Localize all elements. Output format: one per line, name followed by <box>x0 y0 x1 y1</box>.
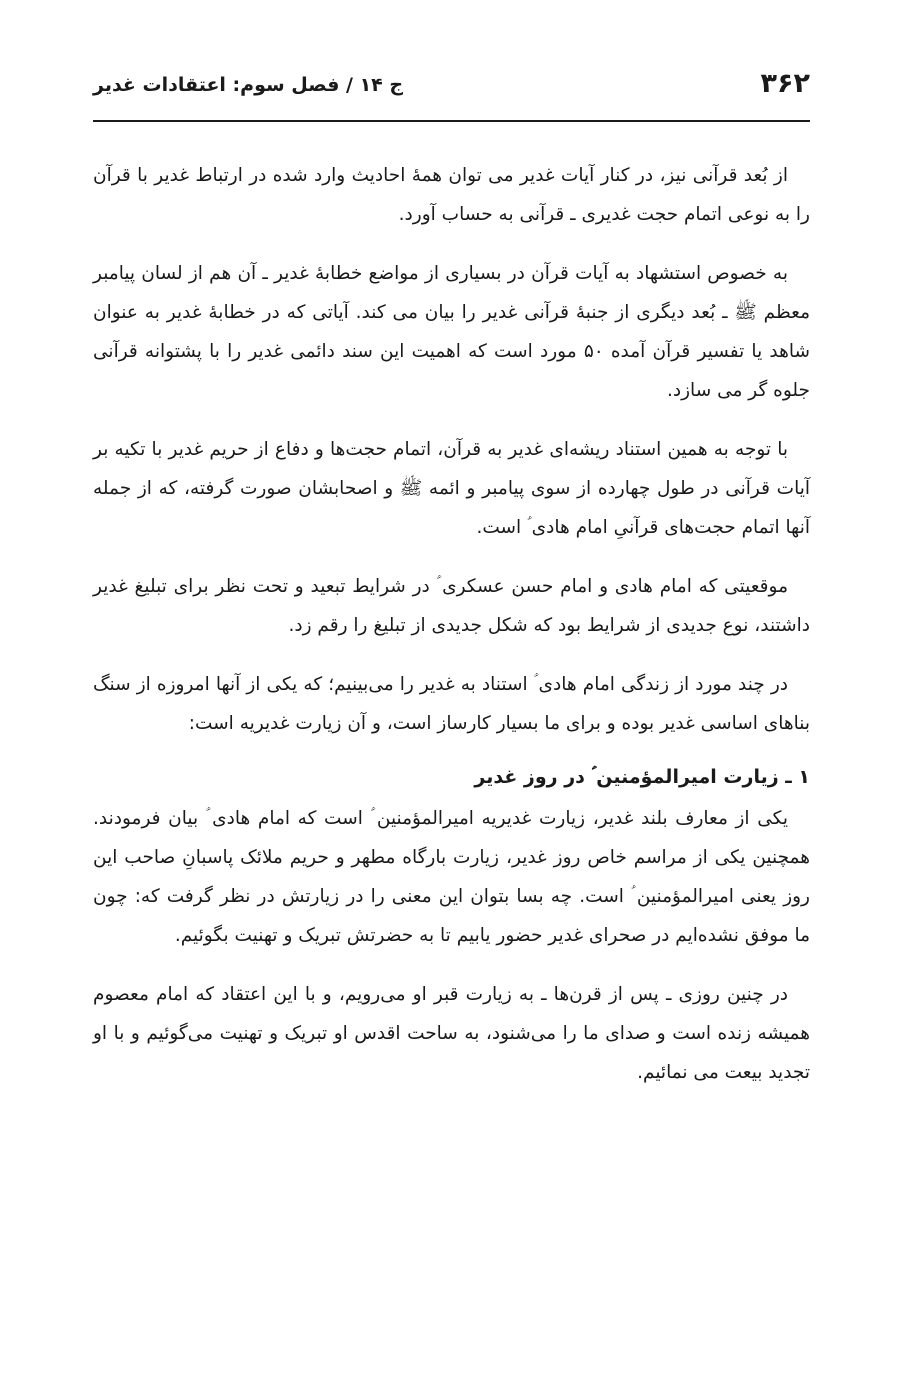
page-number: ۳۶۲ <box>760 68 810 99</box>
paragraph: در چند مورد از زندگی امام هادی ؑ استناد به غدیر را می‌بینیم؛ که یکی از آنها امروزه از سنگ بناهای اساسی غدیر بوده و برای ما بسیار کارساز است، و آن زیارت غدیریه است: <box>93 674 810 734</box>
paragraph: موقعیتی که امام هادی و امام حسن عسکری ؑ در شرایط تبعید و تحت نظر برای تبلیغ غدیر داشتند، نوع جدیدی از شرایط بود که شکل جدیدی از تبلیغ را رقم زد. <box>93 576 810 636</box>
paragraph: از بُعد قرآنی نیز، در کنار آیات غدیر می توان همهٔ احادیث وارد شده در ارتباط غدیر با قرآن را به نوعی اتمام حجت غدیری ـ قرآنی به حساب آورد. <box>93 165 810 225</box>
body-text <box>93 156 810 1092</box>
paragraph: در چنین روزی ـ پس از قرن‌ها ـ به زیارت قبر او می‌رویم، و با این اعتقاد که امام معصوم همیشه زنده است و صدای ما را می‌شنود، به ساحت اقدس او تبریک و تهنیت می‌گوئیم و با او تجدید بیعت می نمائیم. <box>93 984 810 1083</box>
paragraph: یکی از معارف بلند غدیر، زیارت غدیریه امیرالمؤمنین ؑ است که امام هادی ؑ بیان فرمودند. همچنین یکی از مراسم خاص روز غدیر، زیارت بارگاه مطهر و حریم ملائک پاسبانِ صاحب این روز یعنی امیرالمؤمنین ؑ است. چه بسا بتوان این معنی را در زیارتش در نظر گرفت که: چون ما موفق نشده‌ایم در صحرای غدیر حضور یابیم تا به حضرتش تبریک و تهنیت بگوئیم. <box>93 808 810 946</box>
section-heading: ۱ ـ زیارت امیرالمؤمنین ؑ در روز غدیر <box>474 766 810 788</box>
page-header <box>93 62 810 122</box>
paragraph: با توجه به همین استناد ریشه‌ای غدیر به قرآن، اتمام حجت‌ها و دفاع از حریم غدیر با تکیه بر آیات قرآنی در طول چهارده از سوی پیامبر و ائمه ﷺ و اصحابشان صورت گرفته، که از جمله آنها اتمام حجت‌های قرآنیِ امام هادی ؑ است. <box>93 439 810 538</box>
running-title: ج ۱۴ / فصل سوم: اعتقادات غدیر <box>93 74 404 96</box>
paragraph: به خصوص استشهاد به آیات قرآن در بسیاری از مواضع خطابهٔ غدیر ـ آن هم از لسان پیامبر معظم ﷺ ـ بُعد دیگری از جنبهٔ قرآنی غدیر را بیان می کند. آیاتی که در خطابهٔ غدیر به عنوان شاهد یا تفسیر قرآن آمده ۵۰ مورد است که اهمیت این سند دائمی غدیر را با پشتوانه قرآنی جلوه گر می سازد. <box>93 263 810 401</box>
book-page <box>93 62 810 1362</box>
